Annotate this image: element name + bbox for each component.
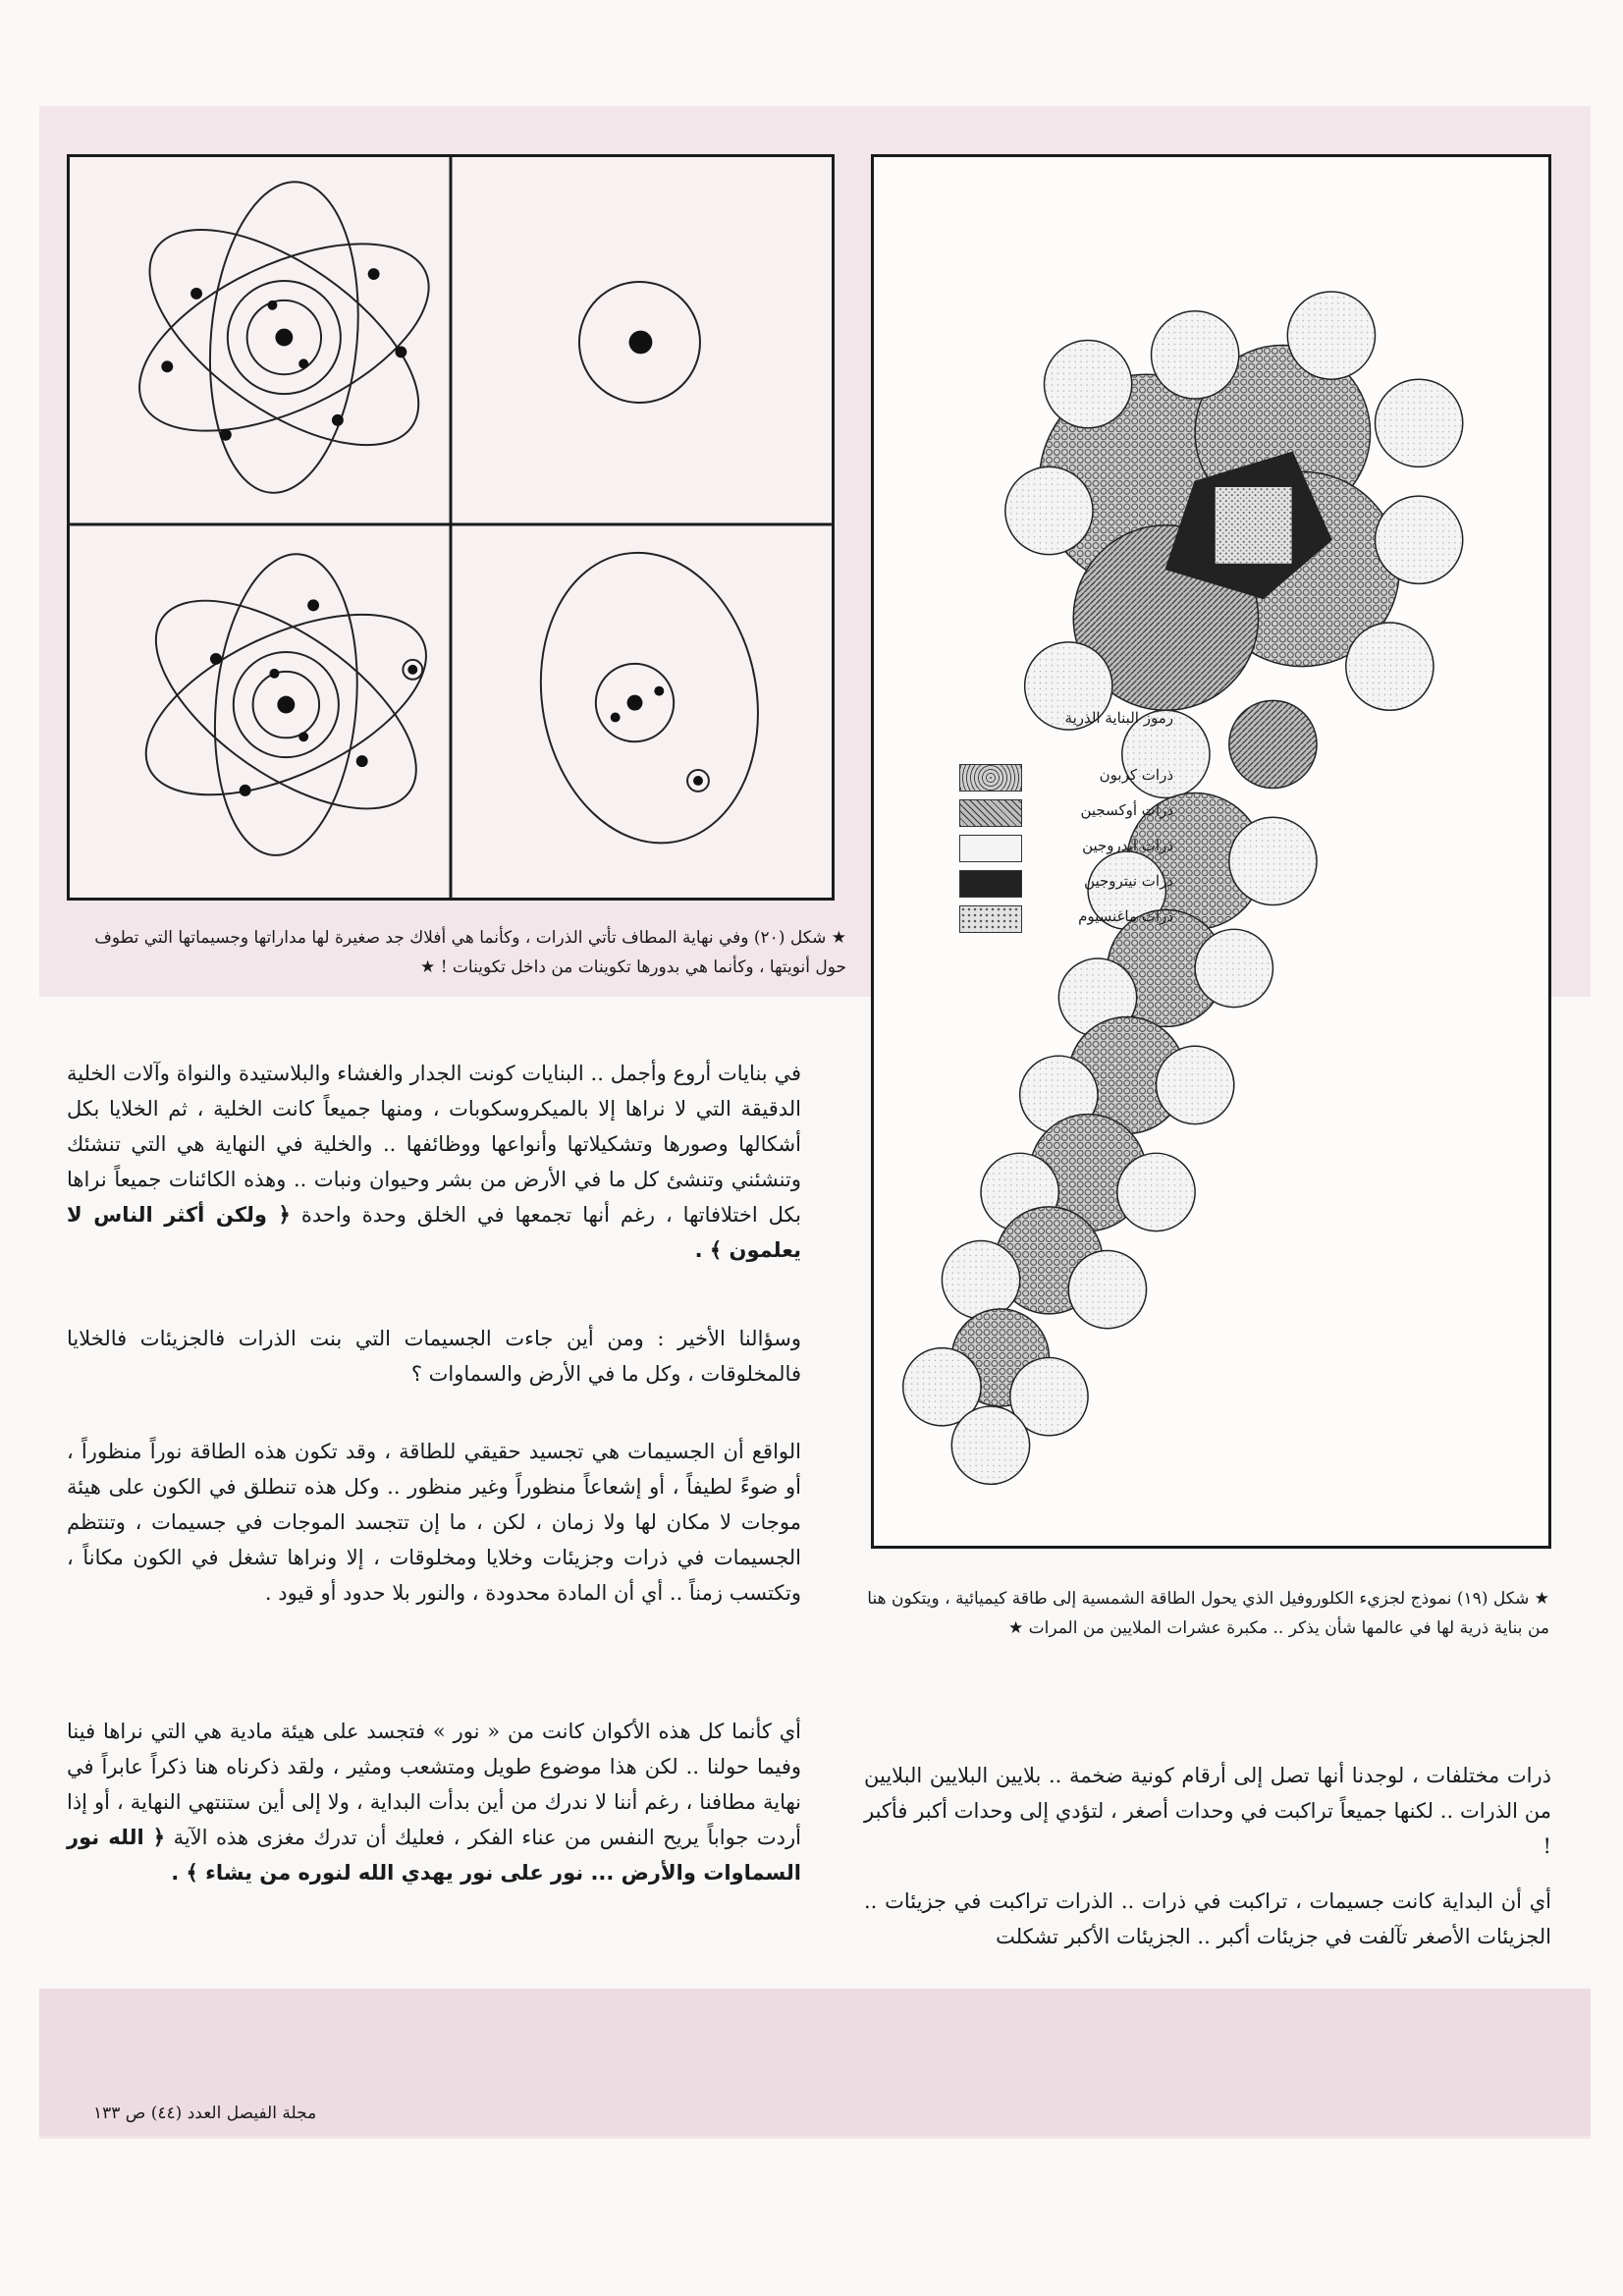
legend-label: ذرات ايدروجين	[1082, 837, 1173, 854]
figure-19-caption: ★ شكل (١٩) نموذج لجزيء الكلوروفيل الذي يحول الطاقة الشمسية إلى طاقة كيميائية ، ويتكون هنا من بناية ذرية لها في عالمها شأن يذكر .. مكبرة عشرات الملايين من المرات ★	[867, 1589, 1549, 1638]
body-paragraph-5: ذرات مختلفات ، لوجدنا أنها تصل إلى أرقام كونية ضخمة .. بلايين البلايين البلايين من الذرات .. لكنها جميعاً تراكبت في وحدات أصغر ، لتؤدي إلى وحدات أكبر فأكبر !	[864, 1764, 1551, 1858]
atom-diagrams-figure	[67, 154, 835, 901]
figure-20-caption: ★ شكل (٢٠) وفي نهاية المطاف تأتي الذرات ، وكأنما هي أفلاك جد صغيرة لها مداراتها وجسيماتها التي تطوف حول أنويتها ، وكأنما هي بدورها تكوينات من داخل تكوينات ! ★	[94, 928, 846, 977]
oxygen-swatch-icon	[959, 799, 1022, 827]
legend-item-nitrogen	[938, 870, 1173, 896]
body-paragraph-4	[67, 1714, 801, 1890]
legend-label: ذرات ماغنسيوم	[1078, 907, 1173, 925]
paragraph-text: أي كأنما كل هذه الأكوان كانت من « نور » فتجسد على هيئة مادية هي التي نراها فينا وفيما حولنا .. لكن هذا موضوع طويل ومتشعب ومثير ، ولقد ذكرناه هنا ذكراً عابراً في نهاية مطافنا ، رغم أننا لا ندرك من أين بدأت البداية ، ولا إلى أين ستنتهي النهاية ، أو إذا أردت جواباً يريح النفس من عناء الفكر ، فعليك أن تدرك مغزى هذه الآية	[67, 1720, 801, 1849]
hydrogen-swatch-icon	[959, 835, 1022, 862]
atom-diagrams-illustration	[70, 157, 832, 898]
body-paragraph-6: أي أن البداية كانت جسيمات ، تراكبت في ذرات .. الذرات تراكبت في جزيئات .. الجزيئات الأصغر تآلفت في جزيئات أكبر .. الجزيئات الأكبر تشكلت	[864, 1889, 1551, 1948]
legend-label: ذرات كربون	[1099, 766, 1173, 784]
magnesium-swatch-icon	[959, 905, 1022, 933]
legend-title: رموز البناية الذرية	[1064, 709, 1173, 727]
nitrogen-swatch-icon	[959, 870, 1022, 898]
carbon-swatch-icon	[959, 764, 1022, 792]
page-footer: مجلة الفيصل العدد (٤٤) ص ١٣٣	[93, 2104, 317, 2123]
quran-quote: ﴿ الله نور السماوات والأرض ... نور على نور يهدي الله لنوره من يشاء ﴾ .	[67, 1826, 801, 1885]
legend-item-oxygen	[938, 799, 1173, 825]
legend-label: ذرات نيتروجين	[1084, 872, 1173, 890]
legend-item-magnesium	[938, 905, 1173, 931]
legend-item-carbon	[938, 764, 1173, 790]
legend-item-hydrogen	[938, 835, 1173, 860]
paragraph-text: في بنايات أروع وأجمل .. البنايات كونت الجدار والغشاء والبلاستيدة والنواة وآلات الخلية الدقيقة التي لا نراها إلا بالميكروسكوبات ، ومنها جميعاً كانت الخلية ، ثم الخلايا بكل أشكالها وصورها وتشكيلاتها وأنواعها ووظائفها .. والخلية في النهاية هي التي تنشئك وتنشئني وتنشئ كل ما في الأرض من بشر وحيوان ونبات .. وهذه الكائنات جميعاً نراها بكل اختلافاتها ، رغم أنها تجمعها في الخلق وحدة واحدة	[67, 1062, 801, 1227]
quran-quote: ﴿ ولكن أكثر الناس لا يعلمون ﴾ .	[67, 1203, 801, 1262]
legend-label: ذرات أوكسجين	[1080, 801, 1173, 819]
body-paragraph-1	[67, 1056, 801, 1268]
body-paragraph-2: وسؤالنا الأخير : ومن أين جاءت الجسيمات التي بنت الذرات فالجزيئات فالخلايا فالمخلوقات ، وكل ما في الأرض والسماوات ؟	[67, 1327, 801, 1386]
body-paragraph-3: الواقع أن الجسيمات هي تجسيد حقيقي للطاقة ، وقد تكون هذه الطاقة نوراً منظوراً ، أو ضوءً لطيفاً ، أو إشعاعاً منظوراً وغير منظور .. وكل هذه تنطلق في الكون على هيئة موجات لا مكان لها ولا زمان ، لكن ، ما إن تتجسد الموجات في جسيمات ، وتنتظم الجسيمات في ذرات وجزيئات وخلايا ومخلوقات ، إلا ونراها تشغل في الكون مكاناً ، وتكتسب زمناً .. أي أن المادة محدودة ، والنور بلا حدود أو قيود .	[67, 1440, 801, 1605]
